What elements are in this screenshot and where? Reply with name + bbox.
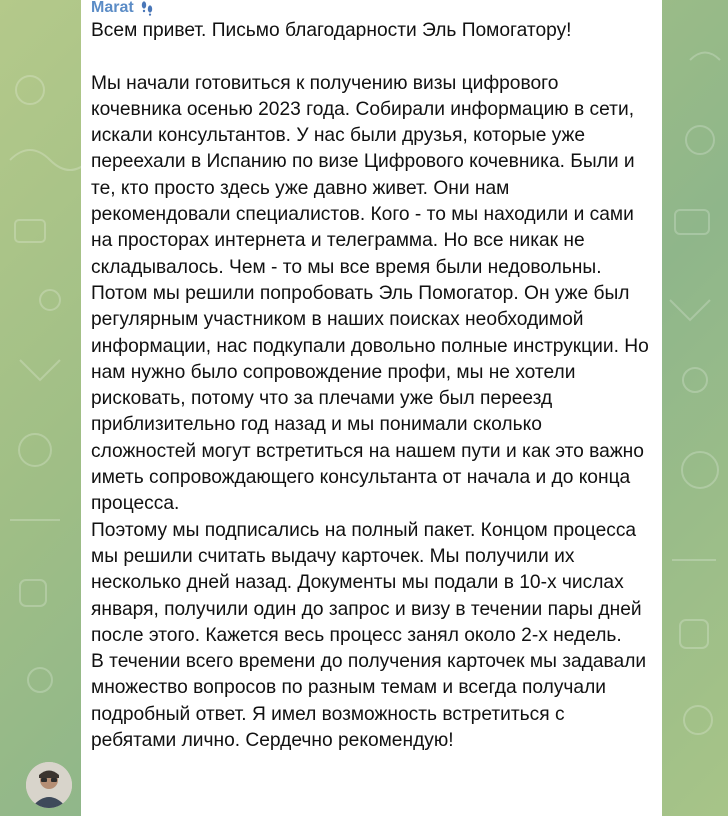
avatar[interactable]	[26, 762, 72, 808]
message-paragraph: Мы начали готовиться к получению визы цифрового кочевника осенью 2023 года. Собирали информацию в сети, искали консультантов. У нас были друзья, которые уже переехали в Испанию по визе Цифрового кочевника. Были и те, кто просто здесь уже давно живет. Они нам рекомендовали специалистов. Кого - то мы находили и сами на просторах интернета и телеграмма. Но все никак не складывалось. Чем - то мы все время были недовольны. Потом мы решили попробовать Эль Помогатор. Он уже был регулярным участником в наших поисках необходимой информации, нас подкупали довольно полные инструкции. Но нам нужно было сопровождение профи, мы не хотели рисковать, потому что за плечами уже был переезд приблизительно год назад и мы понимали сколько сложностей могут встретиться на нашем пути и как это важно иметь сопровождающего консультанта от начала и до конца процесса.	[91, 72, 655, 515]
message-text	[91, 18, 655, 754]
message-paragraph: Поэтому мы подписались на полный пакет. Концом процесса мы решили считать выдачу карточек. Мы получили их несколько дней назад. Документы мы подали в 10-х числах января, получили один до запрос и визу в течении пары дней после этого. Кажется весь процесс занял около 2-х недель.	[91, 519, 647, 646]
footprints-icon	[140, 0, 154, 16]
message-paragraph: Всем привет. Письмо благодарности Эль Помогатору!	[91, 20, 572, 41]
sender-name[interactable]: Marat	[91, 0, 134, 16]
message-paragraph: В течении всего времени до получения карточек мы задавали множество вопросов по разным темам и всегда получали подробный ответ. Я имел возможность встретиться с ребятами лично. Сердечно рекомендую!	[91, 651, 652, 752]
message-bubble[interactable]	[81, 0, 662, 816]
message-header	[91, 0, 652, 18]
